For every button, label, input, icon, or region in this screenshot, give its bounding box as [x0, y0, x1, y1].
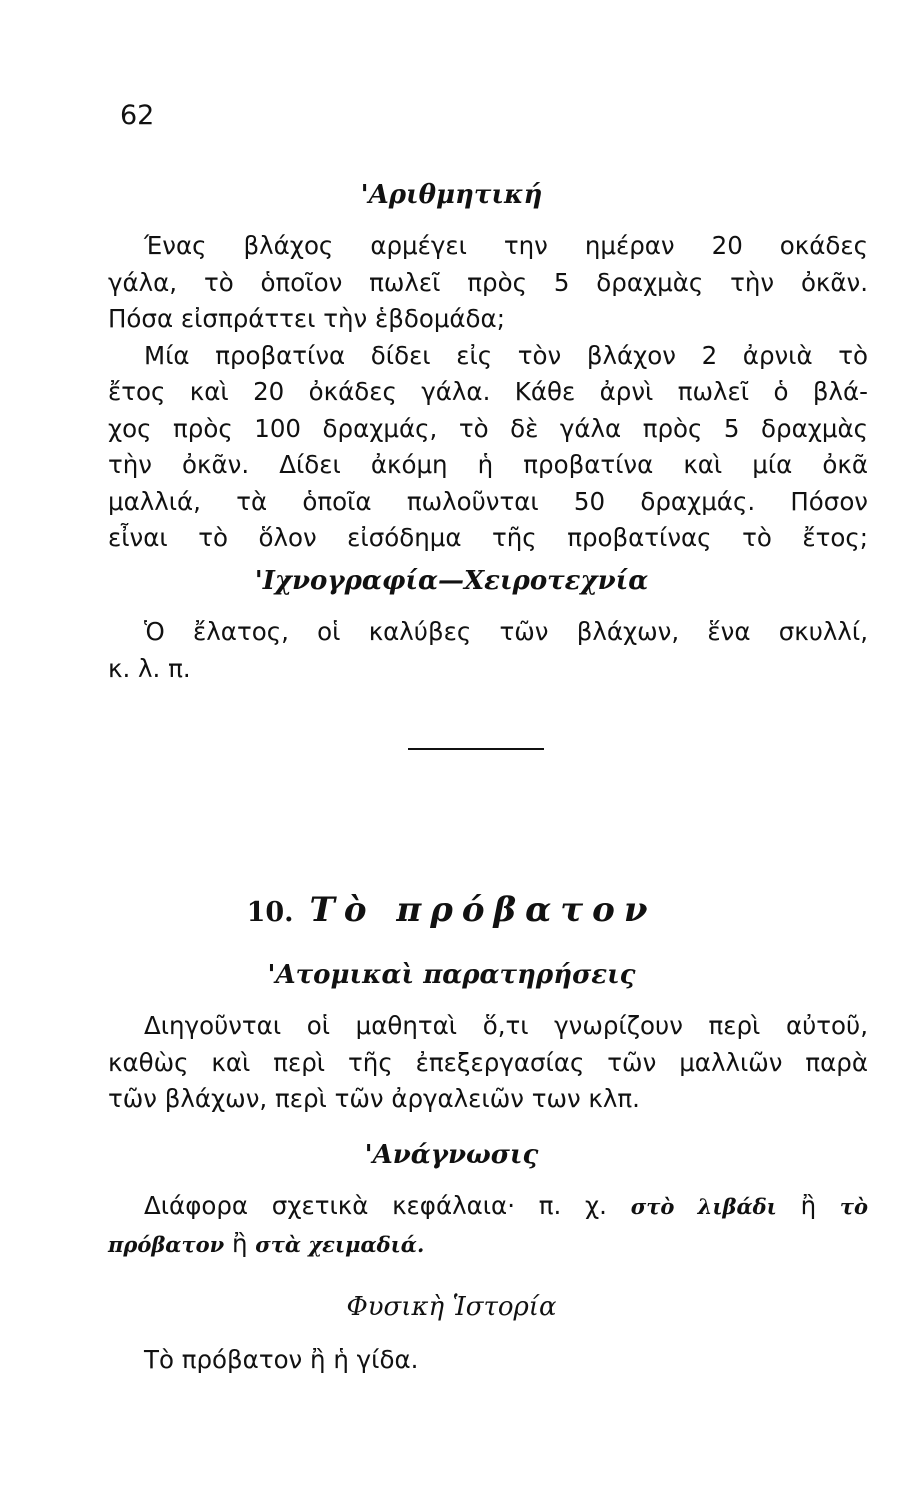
text-line — [108, 1226, 868, 1264]
reading-or: ἢ — [800, 1191, 817, 1220]
text-line: χος πρὸς 100 δραχμάς, τὸ δὲ γάλα πρὸς 5 δραχμὰς — [108, 413, 868, 443]
section-heading-arithmetic: 'Αριθμητική — [360, 180, 543, 210]
text-line: τῶν βλάχων, περὶ τῶν ἀργαλειῶν των κλπ. — [108, 1084, 640, 1113]
text-line: καθὼς καὶ περὶ τῆς ἐπεξεργασίας τῶν μαλλιῶν παρὰ — [108, 1047, 868, 1077]
reading-title-bold: στὸ λιβάδι — [630, 1194, 777, 1219]
text-line — [108, 1188, 868, 1226]
reading-or: ἢ — [231, 1228, 248, 1258]
section-heading-reading: 'Ανάγνωσις — [364, 1140, 539, 1170]
text-line: Μία προβατίνα δίδει εἰς τὸν βλάχον 2 ἀρνιὰ τὸ — [144, 340, 868, 370]
text-line: ἔτος καὶ 20 ὀκάδες γάλα. Κάθε ἀρνὶ πωλεῖ ὁ βλά- — [108, 377, 868, 406]
text-line: γάλα, τὸ ὁποῖον πωλεῖ πρὸς 5 δραχμὰς τὴν ὀκᾶν. — [108, 267, 868, 297]
drawing-paragraph — [108, 614, 868, 687]
text-line: Διηγοῦνται οἱ μαθηταὶ ὅ,τι γνωρίζουν περὶ αὐτοῦ, — [144, 1011, 868, 1040]
reading-title-bold: στὰ χειμαδιά. — [255, 1231, 425, 1257]
reading-text: Διάφορα σχετικὰ κεφάλαια· π. χ. — [144, 1191, 607, 1220]
chapter-title — [0, 890, 903, 930]
text-line: Ὁ ἔλατος, οἱ καλύβες τῶν βλάχων, ἕνα σκυλλί, — [144, 617, 868, 646]
text-line: τὴν ὀκᾶν. Δίδει ἀκόμη ἡ προβατίνα καὶ μία ὀκᾶ — [108, 450, 868, 479]
chapter-number: 10. — [246, 897, 294, 928]
text-line: Ένας βλάχος αρμέγει την ημέραν 20 οκάδες — [144, 231, 868, 260]
section-divider-rule — [408, 748, 544, 750]
text-line: Πόσα εἰσπράττει τὴν ἑβδομάδα; — [108, 304, 505, 333]
reading-paragraph — [108, 1188, 868, 1263]
section-heading-natural-history: Φυσικὴ Ἱστορία — [346, 1292, 557, 1322]
section-heading-drawing-handicraft: 'Ιχνογραφία—Χειροτεχνία — [254, 566, 649, 596]
section-heading-observations: 'Ατομικαὶ παρατηρήσεις — [267, 960, 636, 990]
page-number: 62 — [120, 100, 155, 131]
natural-history-paragraph — [108, 1342, 868, 1379]
text-line: μαλλιά, τὰ ὁποῖα πωλοῦνται 50 δραχμάς. Πόσον — [108, 486, 868, 516]
reading-title-bold: πρόβατον — [108, 1231, 225, 1257]
chapter-title-text: Τὸ πρόβατον — [309, 890, 657, 930]
observations-paragraph — [108, 1008, 868, 1118]
reading-title-bold: τὸ — [839, 1194, 869, 1219]
arithmetic-paragraph — [108, 228, 868, 557]
text-line: κ. λ. π. — [108, 653, 191, 683]
text-line: εἶναι τὸ ὅλον εἰσόδημα τῆς προβατίνας τὸ ἔτος; — [108, 523, 868, 552]
text-line: Τὸ πρόβατον ἢ ἡ γίδα. — [144, 1345, 419, 1374]
